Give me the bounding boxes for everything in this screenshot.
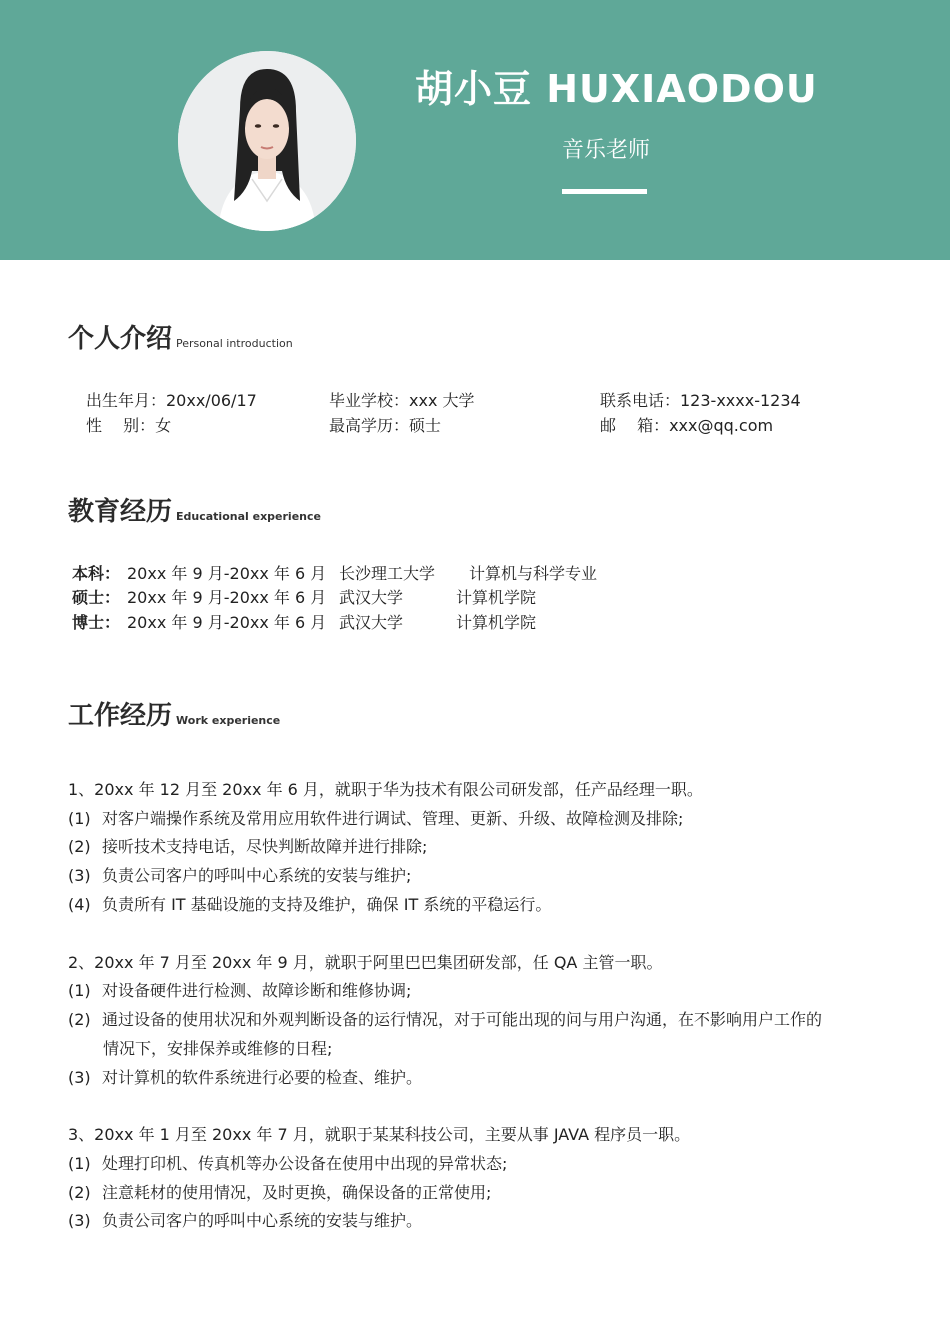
edu-school: 武汉大学 bbox=[339, 613, 404, 632]
edu-period: 20xx 年 9 月-20xx 年 6 月 bbox=[127, 564, 327, 583]
info-email: 邮 箱：xxx@qq.com bbox=[600, 416, 774, 435]
duty-text: 对客户端操作系统及常用应用软件进行调试、管理、更新、升级、故障检测及排除; bbox=[102, 809, 684, 828]
info-degree: 最高学历：硕士 bbox=[329, 416, 442, 435]
job-duty-item bbox=[68, 1208, 422, 1231]
job-heading: 1、20xx 年 12 月至 20xx 年 6 月，就职于华为技术有限公司研发部，任产品经理一职。 bbox=[68, 780, 703, 799]
section-title-en: Personal introduction bbox=[176, 337, 293, 350]
edu-degree: 博士： bbox=[72, 613, 121, 632]
job-heading: 3、20xx 年 1 月至 20xx 年 7 月，就职于某某科技公司，主要从事 JAVA 程序员一职。 bbox=[68, 1125, 691, 1144]
duty-text: 注意耗材的使用情况，及时更换，确保设备的正常使用; bbox=[102, 1183, 492, 1202]
portrait-image bbox=[178, 51, 356, 231]
duty-text: 接听技术支持电话，尽快判断故障并进行排除; bbox=[102, 837, 428, 856]
duty-number: (3) bbox=[68, 866, 91, 885]
duty-text: 负责公司客户的呼叫中心系统的安装与维护; bbox=[102, 866, 412, 885]
job-duty-item bbox=[68, 892, 551, 915]
duty-number: (1) bbox=[68, 981, 91, 1000]
job-duty-item bbox=[68, 1180, 491, 1203]
duty-text: 处理打印机、传真机等办公设备在使用中出现的异常状态; bbox=[102, 1154, 508, 1173]
section-title-work bbox=[68, 695, 280, 732]
section-title-cn: 教育经历 bbox=[68, 497, 173, 527]
info-gender: 性 别：女 bbox=[86, 416, 172, 435]
job-duty-item bbox=[68, 978, 411, 1001]
info-birth: 出生年月：20xx/06/17 bbox=[86, 391, 257, 410]
duty-number: (1) bbox=[68, 1154, 91, 1173]
duty-number: (3) bbox=[68, 1211, 91, 1230]
duty-text: 负责公司客户的呼叫中心系统的安装与维护。 bbox=[102, 1211, 423, 1230]
duty-text: 对计算机的软件系统进行必要的检查、维护。 bbox=[102, 1068, 423, 1087]
info-school: 毕业学校：xxx 大学 bbox=[329, 391, 475, 410]
duty-text-continued: 情况下，安排保养或维修的日程; bbox=[103, 1039, 333, 1058]
edu-period: 20xx 年 9 月-20xx 年 6 月 bbox=[127, 613, 327, 632]
edu-school: 长沙理工大学 bbox=[339, 564, 436, 583]
section-title-education bbox=[68, 491, 321, 528]
job-duty-item bbox=[68, 834, 427, 857]
duty-number: (2) bbox=[68, 1010, 91, 1029]
job-duty-item bbox=[68, 1065, 422, 1088]
duty-number: (3) bbox=[68, 1068, 91, 1087]
edu-major: 计算机学院 bbox=[456, 613, 537, 632]
resume-name: 胡小豆 HUXIAODOU bbox=[415, 67, 818, 111]
duty-text: 负责所有 IT 基础设施的支持及维护，确保 IT 系统的平稳运行。 bbox=[102, 895, 552, 914]
header-banner bbox=[0, 0, 950, 260]
duty-text: 通过设备的使用状况和外观判断设备的运行情况，对于可能出现的问与用户沟通，在不影响用户工作的 bbox=[102, 1010, 823, 1029]
duty-number: (2) bbox=[68, 837, 91, 856]
section-title-personal bbox=[68, 318, 293, 355]
duty-text: 对设备硬件进行检测、故障诊断和维修协调; bbox=[102, 981, 412, 1000]
title-underline bbox=[562, 189, 647, 194]
section-title-cn: 工作经历 bbox=[68, 701, 173, 731]
job-duty-item bbox=[68, 1007, 822, 1030]
edu-period: 20xx 年 9 月-20xx 年 6 月 bbox=[127, 588, 327, 607]
profile-photo bbox=[178, 51, 356, 231]
job-duty-item bbox=[68, 1151, 507, 1174]
info-phone: 联系电话：123-xxxx-1234 bbox=[600, 391, 801, 410]
section-title-cn: 个人介绍 bbox=[68, 324, 173, 354]
job-duty-item bbox=[68, 863, 411, 886]
section-title-en: Work experience bbox=[176, 714, 281, 727]
job-duty-item bbox=[68, 806, 683, 829]
duty-number: (1) bbox=[68, 809, 91, 828]
edu-major: 计算机与科学专业 bbox=[469, 564, 598, 583]
edu-degree: 本科： bbox=[72, 564, 121, 583]
job-heading: 2、20xx 年 7 月至 20xx 年 9 月，就职于阿里巴巴集团研发部，任 QA 主管一职。 bbox=[68, 953, 663, 972]
job-title: 音乐老师 bbox=[562, 138, 651, 163]
edu-school: 武汉大学 bbox=[339, 588, 404, 607]
section-title-en: Educational experience bbox=[176, 510, 321, 523]
edu-degree: 硕士： bbox=[72, 588, 121, 607]
duty-number: (2) bbox=[68, 1183, 91, 1202]
edu-major: 计算机学院 bbox=[456, 588, 537, 607]
duty-number: (4) bbox=[68, 895, 91, 914]
